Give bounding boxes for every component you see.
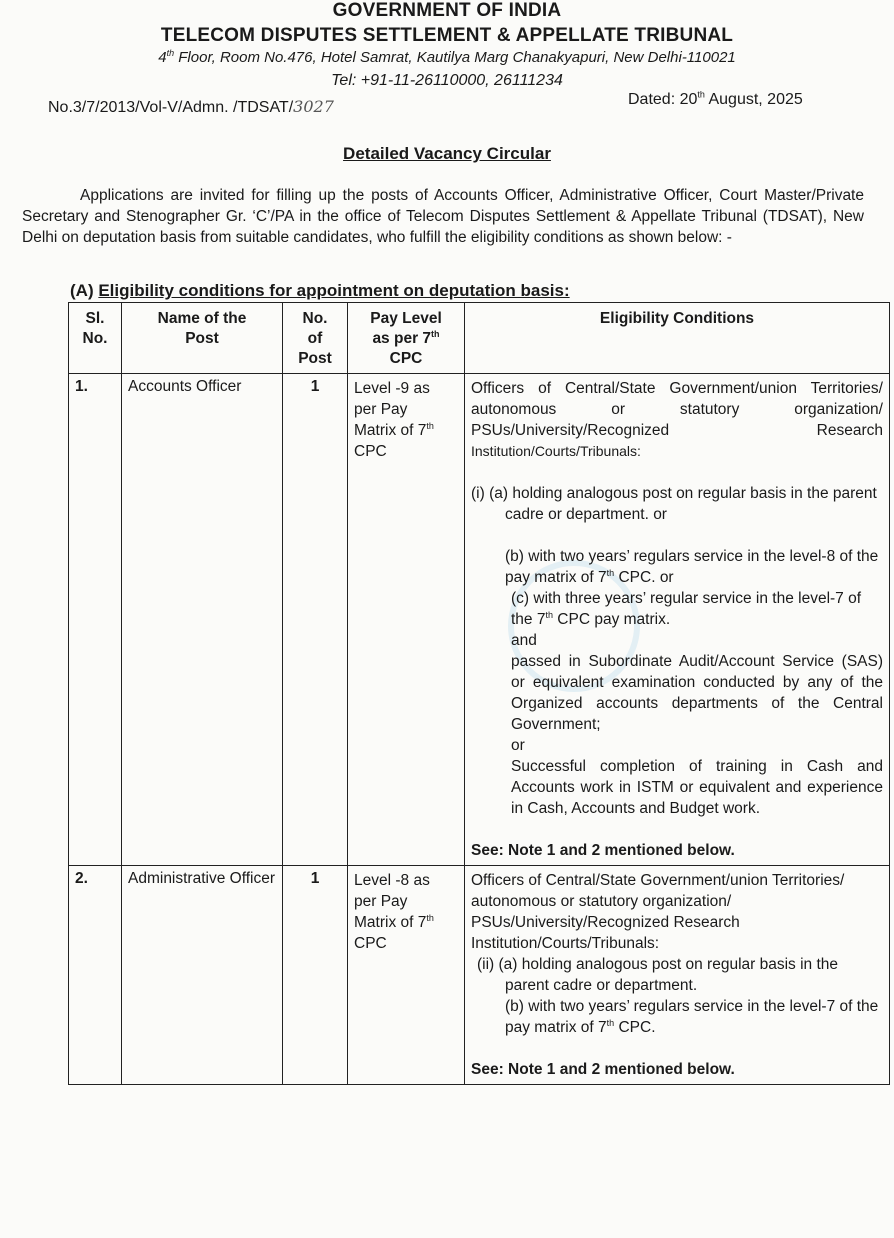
eligibility-note: See: Note 1 and 2 mentioned below.	[471, 842, 735, 859]
col-post-name: Name of the Post	[122, 303, 283, 374]
eligibility-and: and	[511, 632, 537, 649]
header-government: GOVERNMENT OF INDIA	[332, 0, 562, 21]
header-address: 4th Floor, Room No.476, Hotel Samrat, Kautilya Marg Chanakyapuri, New Delhi-110021	[158, 48, 736, 66]
table-row	[69, 374, 890, 866]
col-eligibility: Eligibility Conditions	[465, 303, 890, 374]
col-slno: Sl. No.	[69, 303, 122, 374]
table-row	[69, 866, 890, 1085]
col-pay-level: Pay Level as per 7th CPC	[348, 303, 465, 374]
eligibility-clause-b: (b) with two years’ regulars service in the level-7 of the pay matrix of 7th CPC.	[505, 998, 879, 1036]
handwritten-number: 3027	[293, 97, 334, 116]
row-post-name: Administrative Officer	[122, 866, 283, 1085]
eligibility-passed: passed in Subordinate Audit/Account Service (SAS) or equivalent examination conducted by any of the Organized accounts departments of the Central Government;	[511, 653, 883, 733]
header-telephone: Tel: +91-11-26110000, 26111234	[331, 72, 563, 89]
eligibility-or: or	[511, 737, 525, 754]
row-eligibility	[465, 374, 890, 866]
row-post-count: 1	[283, 374, 348, 866]
eligibility-clause-c: (c) with three years’ regular service in the level-7 of the 7th CPC pay matrix.	[511, 590, 862, 628]
eligibility-note: See: Note 1 and 2 mentioned below.	[471, 1061, 735, 1078]
row-post-name: Accounts Officer	[122, 374, 283, 866]
row-pay-level: Level -9 as per Pay Matrix of 7th CPC	[348, 374, 465, 866]
row-post-count: 1	[283, 866, 348, 1085]
row-pay-level: Level -8 as per Pay Matrix of 7th CPC	[348, 866, 465, 1085]
date-line: Dated: 20th August, 2025	[628, 89, 803, 108]
circular-title: Detailed Vacancy Circular	[343, 144, 551, 163]
eligibility-intro: Officers of Central/State Government/union Territories/ autonomous or statutory organization/ PSUs/University/Recognized Research Institution/Courts/Tribunals:	[471, 872, 845, 952]
table-header-row	[69, 303, 890, 374]
section-heading: (A) Eligibility conditions for appointment on deputation basis:	[70, 281, 570, 300]
eligibility-clause-b: (b) with two years’ regulars service in the level-8 of the pay matrix of 7th CPC. or	[505, 548, 879, 586]
eligibility-table	[68, 302, 890, 1085]
eligibility-intro: Officers of Central/State Government/union Territories/ autonomous or statutory organization/ PSUs/University/Recognized Research Institution/Courts/Tribunals:	[471, 380, 883, 459]
header-tribunal: TELECOM DISPUTES SETTLEMENT & APPELLATE TRIBUNAL	[160, 25, 734, 46]
eligibility-successful: Successful completion of training in Cash and Accounts work in ISTM or equivalent and experience in Cash, Accounts and Budget work.	[511, 758, 883, 817]
eligibility-clause-i: (i) (a) holding analogous post on regular basis in the parent cadre or department. or	[471, 485, 877, 523]
row-slno: 2.	[69, 866, 122, 1085]
col-post-count: No. of Post	[283, 303, 348, 374]
eligibility-clause-ii: (ii) (a) holding analogous post on regular basis in the parent cadre or department.	[477, 956, 839, 994]
intro-paragraph: Applications are invited for filling up the posts of Accounts Officer, Administrative Officer, Court Master/Private Secretary and Stenographer Gr. ‘C’/PA in the office of Telecom Disputes Settlement & Appellate Tribunal (TDSAT), New Delhi on deputation basis from suitable candidates, who fulfill the eligibility conditions as shown below: -	[22, 187, 864, 246]
reference-number: No.3/7/2013/Vol-V/Admn. /TDSAT/3027	[48, 97, 334, 116]
row-slno: 1.	[69, 374, 122, 866]
row-eligibility	[465, 866, 890, 1085]
